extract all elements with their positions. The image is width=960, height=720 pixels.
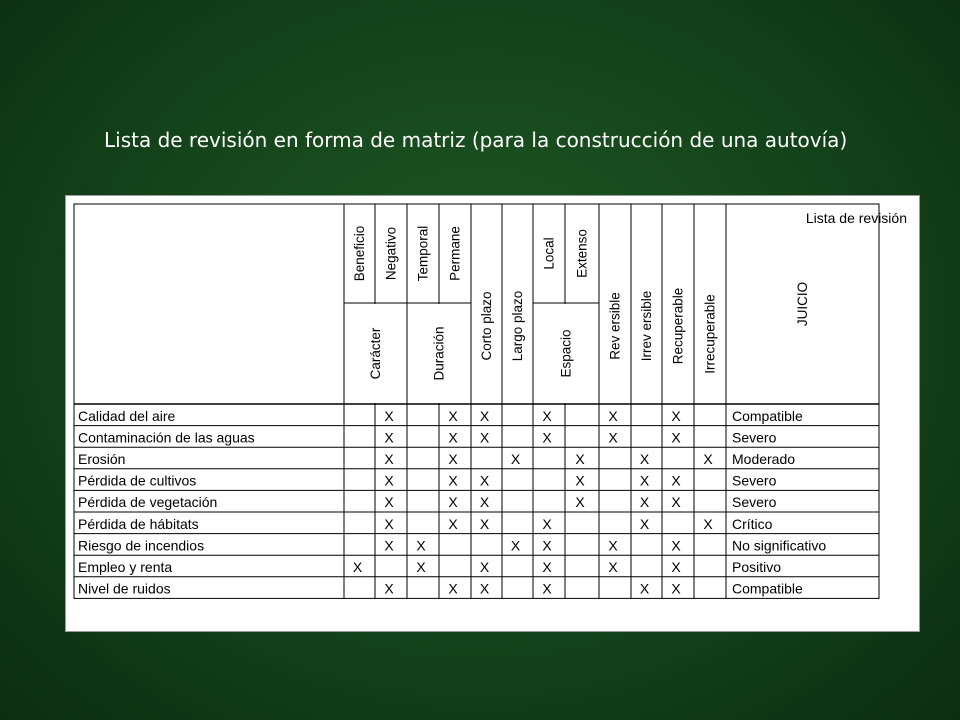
row-label: Pérdida de vegetación xyxy=(78,494,218,511)
matrix-mark: X xyxy=(542,537,552,554)
matrix-mark: X xyxy=(671,580,681,597)
group-label: Duración xyxy=(431,326,447,381)
row-label: Contaminación de las aguas xyxy=(78,429,255,446)
matrix-mark: X xyxy=(479,559,490,575)
row-label: Empleo y renta xyxy=(78,559,173,575)
column-header-label: Permane xyxy=(447,226,463,281)
matrix-mark: X xyxy=(542,580,552,597)
matrix-mark: X xyxy=(542,515,552,532)
matrix-mark: X xyxy=(479,407,490,424)
matrix-mark: X xyxy=(575,472,585,489)
column-header-label: Recuperable xyxy=(670,287,686,365)
checklist-header-label: Lista de revisión xyxy=(805,210,907,226)
matrix-mark: X xyxy=(384,407,394,424)
row-juicio-value: Severo xyxy=(732,494,777,511)
row-juicio-value: Compatible xyxy=(732,580,803,597)
row-juicio-value: Severo xyxy=(732,429,777,446)
column-header-label: Beneficio xyxy=(352,225,367,282)
matrix-mark: X xyxy=(639,472,650,489)
matrix-mark: X xyxy=(608,559,618,575)
column-header-label: Rev ersible xyxy=(607,292,623,360)
matrix-mark: X xyxy=(384,515,394,532)
row-juicio-value: Moderado xyxy=(732,451,796,467)
matrix-mark: X xyxy=(639,580,650,597)
row-label: Erosión xyxy=(78,451,126,467)
group-label: Espacio xyxy=(558,329,574,378)
matrix-mark: X xyxy=(671,429,681,446)
column-header-label: Extenso xyxy=(574,229,590,278)
matrix-mark: X xyxy=(608,407,618,424)
column-header-label: Negativo xyxy=(383,226,399,281)
matrix-mark: X xyxy=(542,407,552,424)
matrix-mark: X xyxy=(448,515,458,532)
matrix-mark: X xyxy=(479,515,490,532)
slide-title: Lista de revisión en forma de matriz (para la construcción de una autovía) xyxy=(104,128,848,152)
column-header-label: Local xyxy=(541,237,557,270)
matrix-mark: X xyxy=(384,494,394,511)
row-label: Riesgo de incendios xyxy=(78,537,205,554)
matrix-mark: X xyxy=(479,472,490,489)
matrix-mark: X xyxy=(384,472,394,489)
group-label: Carácter xyxy=(368,327,383,380)
row-juicio-value: Severo xyxy=(732,472,777,489)
matrix-mark: X xyxy=(639,451,650,467)
matrix-mark: X xyxy=(448,494,458,511)
matrix-mark: X xyxy=(384,429,394,446)
matrix-mark: X xyxy=(384,451,394,467)
juicio-header-label: JUICIO xyxy=(795,281,810,327)
column-header-label: Irrev ersible xyxy=(639,290,654,362)
matrix-mark: X xyxy=(448,580,458,597)
row-juicio-value: Positivo xyxy=(732,559,782,575)
matrix-mark: X xyxy=(703,451,713,467)
matrix-mark: X xyxy=(416,559,426,575)
matrix-mark: X xyxy=(510,537,521,554)
matrix-mark: X xyxy=(510,451,521,467)
matrix-mark: X xyxy=(671,537,681,554)
matrix-mark: X xyxy=(575,451,585,467)
matrix-mark: X xyxy=(479,429,490,446)
row-juicio-value: No significativo xyxy=(732,537,827,554)
column-header-label: Temporal xyxy=(415,225,431,282)
matrix-mark: X xyxy=(608,429,618,446)
matrix-mark: X xyxy=(352,559,363,575)
matrix-mark: X xyxy=(542,559,552,575)
matrix-mark: X xyxy=(448,451,458,467)
matrix-mark: X xyxy=(575,494,585,511)
matrix-mark: X xyxy=(608,537,618,554)
row-label: Pérdida de hábitats xyxy=(78,515,199,532)
matrix-mark: X xyxy=(703,515,713,532)
matrix-mark: X xyxy=(639,494,650,511)
row-juicio-value: Crítico xyxy=(732,515,773,532)
matrix-mark: X xyxy=(479,580,490,597)
column-header-label: Irrecuperable xyxy=(702,294,718,374)
matrix-mark: X xyxy=(448,407,458,424)
row-juicio-value: Compatible xyxy=(732,407,803,424)
matrix-mark: X xyxy=(479,494,490,511)
matrix-mark: X xyxy=(448,429,458,446)
matrix-mark: X xyxy=(384,580,394,597)
checklist-matrix xyxy=(66,196,921,633)
row-label: Pérdida de cultivos xyxy=(78,472,197,489)
matrix-mark: X xyxy=(448,472,458,489)
matrix-mark: X xyxy=(639,515,650,532)
column-header-label: Corto plazo xyxy=(479,291,494,361)
matrix-mark: X xyxy=(384,537,394,554)
row-label: Nivel de ruidos xyxy=(78,580,171,597)
checklist-matrix-panel xyxy=(65,195,920,632)
row-label: Calidad del aire xyxy=(78,407,176,424)
matrix-mark: X xyxy=(671,407,681,424)
matrix-mark: X xyxy=(671,494,681,511)
matrix-mark: X xyxy=(542,429,552,446)
column-header-label: Largo plazo xyxy=(510,290,525,362)
matrix-mark: X xyxy=(416,537,426,554)
matrix-mark: X xyxy=(671,559,681,575)
matrix-mark: X xyxy=(671,472,681,489)
